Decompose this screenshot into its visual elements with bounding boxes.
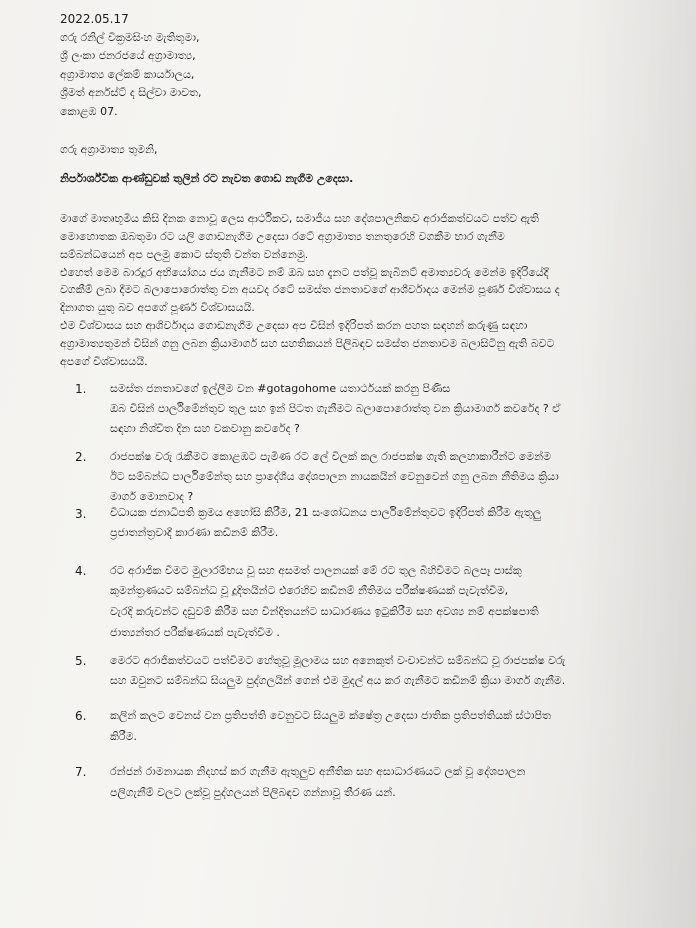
item-line: කලින් කලට වෙනස් වන ප්‍රතිපත්ති වෙනුවට සියලුම ක්ෂේත්‍ර උදෙසා ජාතික ප්‍රතිපත්තියක් ස්ථාපිත bbox=[110, 709, 551, 722]
item-line: ඊට සම්බන්ධ පාර්ලිමේන්තු සහ ප්‍රාදේශීය දේශපාලන නායකයින් වෙනුවෙන් ගනු ලබන නීතිමය ක්‍රියා bbox=[110, 470, 559, 483]
item-line: ප්‍රජාතන්ත්‍රවාදී කාරණා කඩිනම් කිරීම. bbox=[110, 526, 279, 539]
item-number: 3. bbox=[75, 507, 87, 521]
item-line: ජාත්‍යන්තර පරීක්ෂණයක් පැවැත්වීම . bbox=[110, 626, 280, 639]
item-number: 5. bbox=[75, 654, 87, 668]
item-line: කිරීම. bbox=[110, 730, 137, 743]
body-line: එම විශ්වාසය සහ ආශිර්වාදය ගොඩනැගීම උදෙසා අප විසින් ඉදිරිපත් කරන පහත සඳහන් කරුණු සඳහා bbox=[60, 319, 528, 332]
body-line: වගකීම් ලබා දීමට බලාපොරොත්තු වන අයවද රටේ සමස්ත ජනතාවගේ ආශීර්වාදය මෙන්ම පූර්ණ විශ්වාසය ද bbox=[60, 283, 560, 296]
body-line: දිනාගත යුතු බව අපගේ පූර්ණ විශ්වාසයයි. bbox=[60, 301, 255, 314]
page-shadow bbox=[576, 0, 696, 928]
body-line: සම්බන්ධයෙන් අප පලමු කොට ස්තූති වන්ත වන්නෙමු. bbox=[60, 248, 309, 261]
address-line: ශ්‍රීමත් අර්නස්ට් ද සිල්වා මාවත, bbox=[60, 86, 202, 99]
item-line: වැරදි කරුවන්ට දඩුවම් කිරීම සහ වින්දිතයන්ට සාධාරණය ඉටුකිරීම සහ අවශ්‍ය නම් අපක්ෂපාති bbox=[110, 605, 539, 618]
letter-date: 2022.05.17 bbox=[60, 12, 129, 26]
salutation: ගරු අග්‍රාමාත්‍ය තුමනි, bbox=[60, 143, 158, 156]
item-line: සමස්ත ජනතාවගේ ඉල්ලීම වන #gotagohome යතාර්ථයක් කරනු පිණිස bbox=[110, 382, 451, 395]
body-line: මොහොතක ඔබතුමා රට යලි ගොඩනැගීම උදෙසා රටේ අග්‍රාමාත්‍ය තනතුරෙහි වගකීම භාර ගැනීම bbox=[60, 230, 505, 243]
address-line: ශ්‍රී ලංකා ජනරජයේ අග්‍රාමාත්‍ය, bbox=[60, 49, 196, 62]
item-number: 6. bbox=[75, 709, 87, 723]
item-line: විධායක ජනාධිපති ක්‍රමය අහෝසි කිරීම, 21 සංශෝධනය පාර්ලිමේන්තුවට ඉදිරිපත් කිරීම ඇතුලු bbox=[110, 506, 542, 519]
item-number: 7. bbox=[75, 765, 87, 779]
item-line: කුමන්ත්‍රණයට සම්බන්ධ වූ දූදිතයින්ට එරෙහිව කඩිනම් නීතිමය පරීක්ෂණයක් පැවැත්වීම, bbox=[110, 584, 509, 597]
item-line: මෙරට අරාජිකත්වයට පත්වීමට හේතුවූ මූලාමය සහ අනෙකුත් වංචාවන්ට සම්බන්ධ වූ රාජපක්ෂ වරු bbox=[110, 654, 566, 667]
address-line: ගරු රනිල් වික්‍රමසිංහ මැතිතුමා, bbox=[60, 31, 200, 44]
item-line: ඔබ විසින් පාර්ලිමේන්තුව තුල සහ ඉන් පිටත ගැනීමට බලාපොරොත්තු වන ක්‍රියාමාර්ග කවරේද ? ඒ bbox=[110, 402, 561, 415]
item-number: 4. bbox=[75, 564, 87, 578]
item-line: පලිගැනීම් වලට ලක්වූ පුද්ගලයන් පිලිබඳව ගන්නාවූ තීරණ යන්. bbox=[110, 786, 396, 799]
item-line: රන්ජන් රාමනායක නිදහස් කර ගැනීම ඇතුලුව අනීතික සහ අසාධාරණයට ලක් වූ දේශපාලන bbox=[110, 765, 526, 778]
body-line: අපගේ විශ්වාසයයි. bbox=[60, 355, 148, 368]
item-number: 1. bbox=[75, 382, 87, 396]
letter-subject: නිර්පාර්ශ්වික ආණ්ඩුවක් තුලින් රට නැවත ගොඩ නැගීම උදෙසා. bbox=[60, 172, 354, 185]
body-line: මාගේ මාතෘභූමිය කිසි දිනක නොවූ ලෙස ආර්ථිකව, සමාජීය සහ දේශපාලනිකව අරාජිකත්වයට පත්ව ඇති bbox=[60, 212, 539, 225]
item-number: 2. bbox=[75, 450, 87, 464]
item-line: මාර්ග මොනවාද ? bbox=[110, 490, 194, 503]
body-line: එහෙත් මෙම බාරදූර අභියෝගය ජය ගැනීමට නම් ඔබ සහ දැනට පත්වූ කැබිනට් අමාත්‍යවරු මෙන්ම ඉදිරියේදී bbox=[60, 266, 549, 279]
item-line: රාජපක්ෂ වරු රැකීමට කොළඹට පැමිණ රට ලේ විලක් කල රාජපක්ෂ ගැති කලහාකාරීන්ට මෙන්ම bbox=[110, 450, 552, 463]
item-line: රට අරාජික වීමට මුලාරම්භය වූ සහ අසමත් පාලනයක් මේ රට තුල බිහිවීමට බලපෑ පාස්කු bbox=[110, 564, 522, 577]
body-line: අග්‍රාමාත්‍යතුමන් විසින් ගනු ලබන ක්‍රියාමාර්ග සහ සහතිකයන් පිලිබඳව සමස්ත ජනතාවම බලාසිටිනු ඇති බවට bbox=[60, 337, 555, 350]
item-line: සහ ඔවුනට සම්බන්ධ සියලුම පුද්ගලයින් ගෙන් එම මුදල් අය කර ගැනීමට කඩිනම් ක්‍රියා මාර්ග ගැනීම. bbox=[110, 674, 566, 687]
address-line: අග්‍රාමාත්‍ය ලේකම් කාර්යාලය, bbox=[60, 68, 195, 81]
address-line: කොළඹ 07. bbox=[60, 105, 118, 118]
item-line: සඳහා නිශ්චිත දින සහ වකවානු කවරේද ? bbox=[110, 422, 300, 435]
